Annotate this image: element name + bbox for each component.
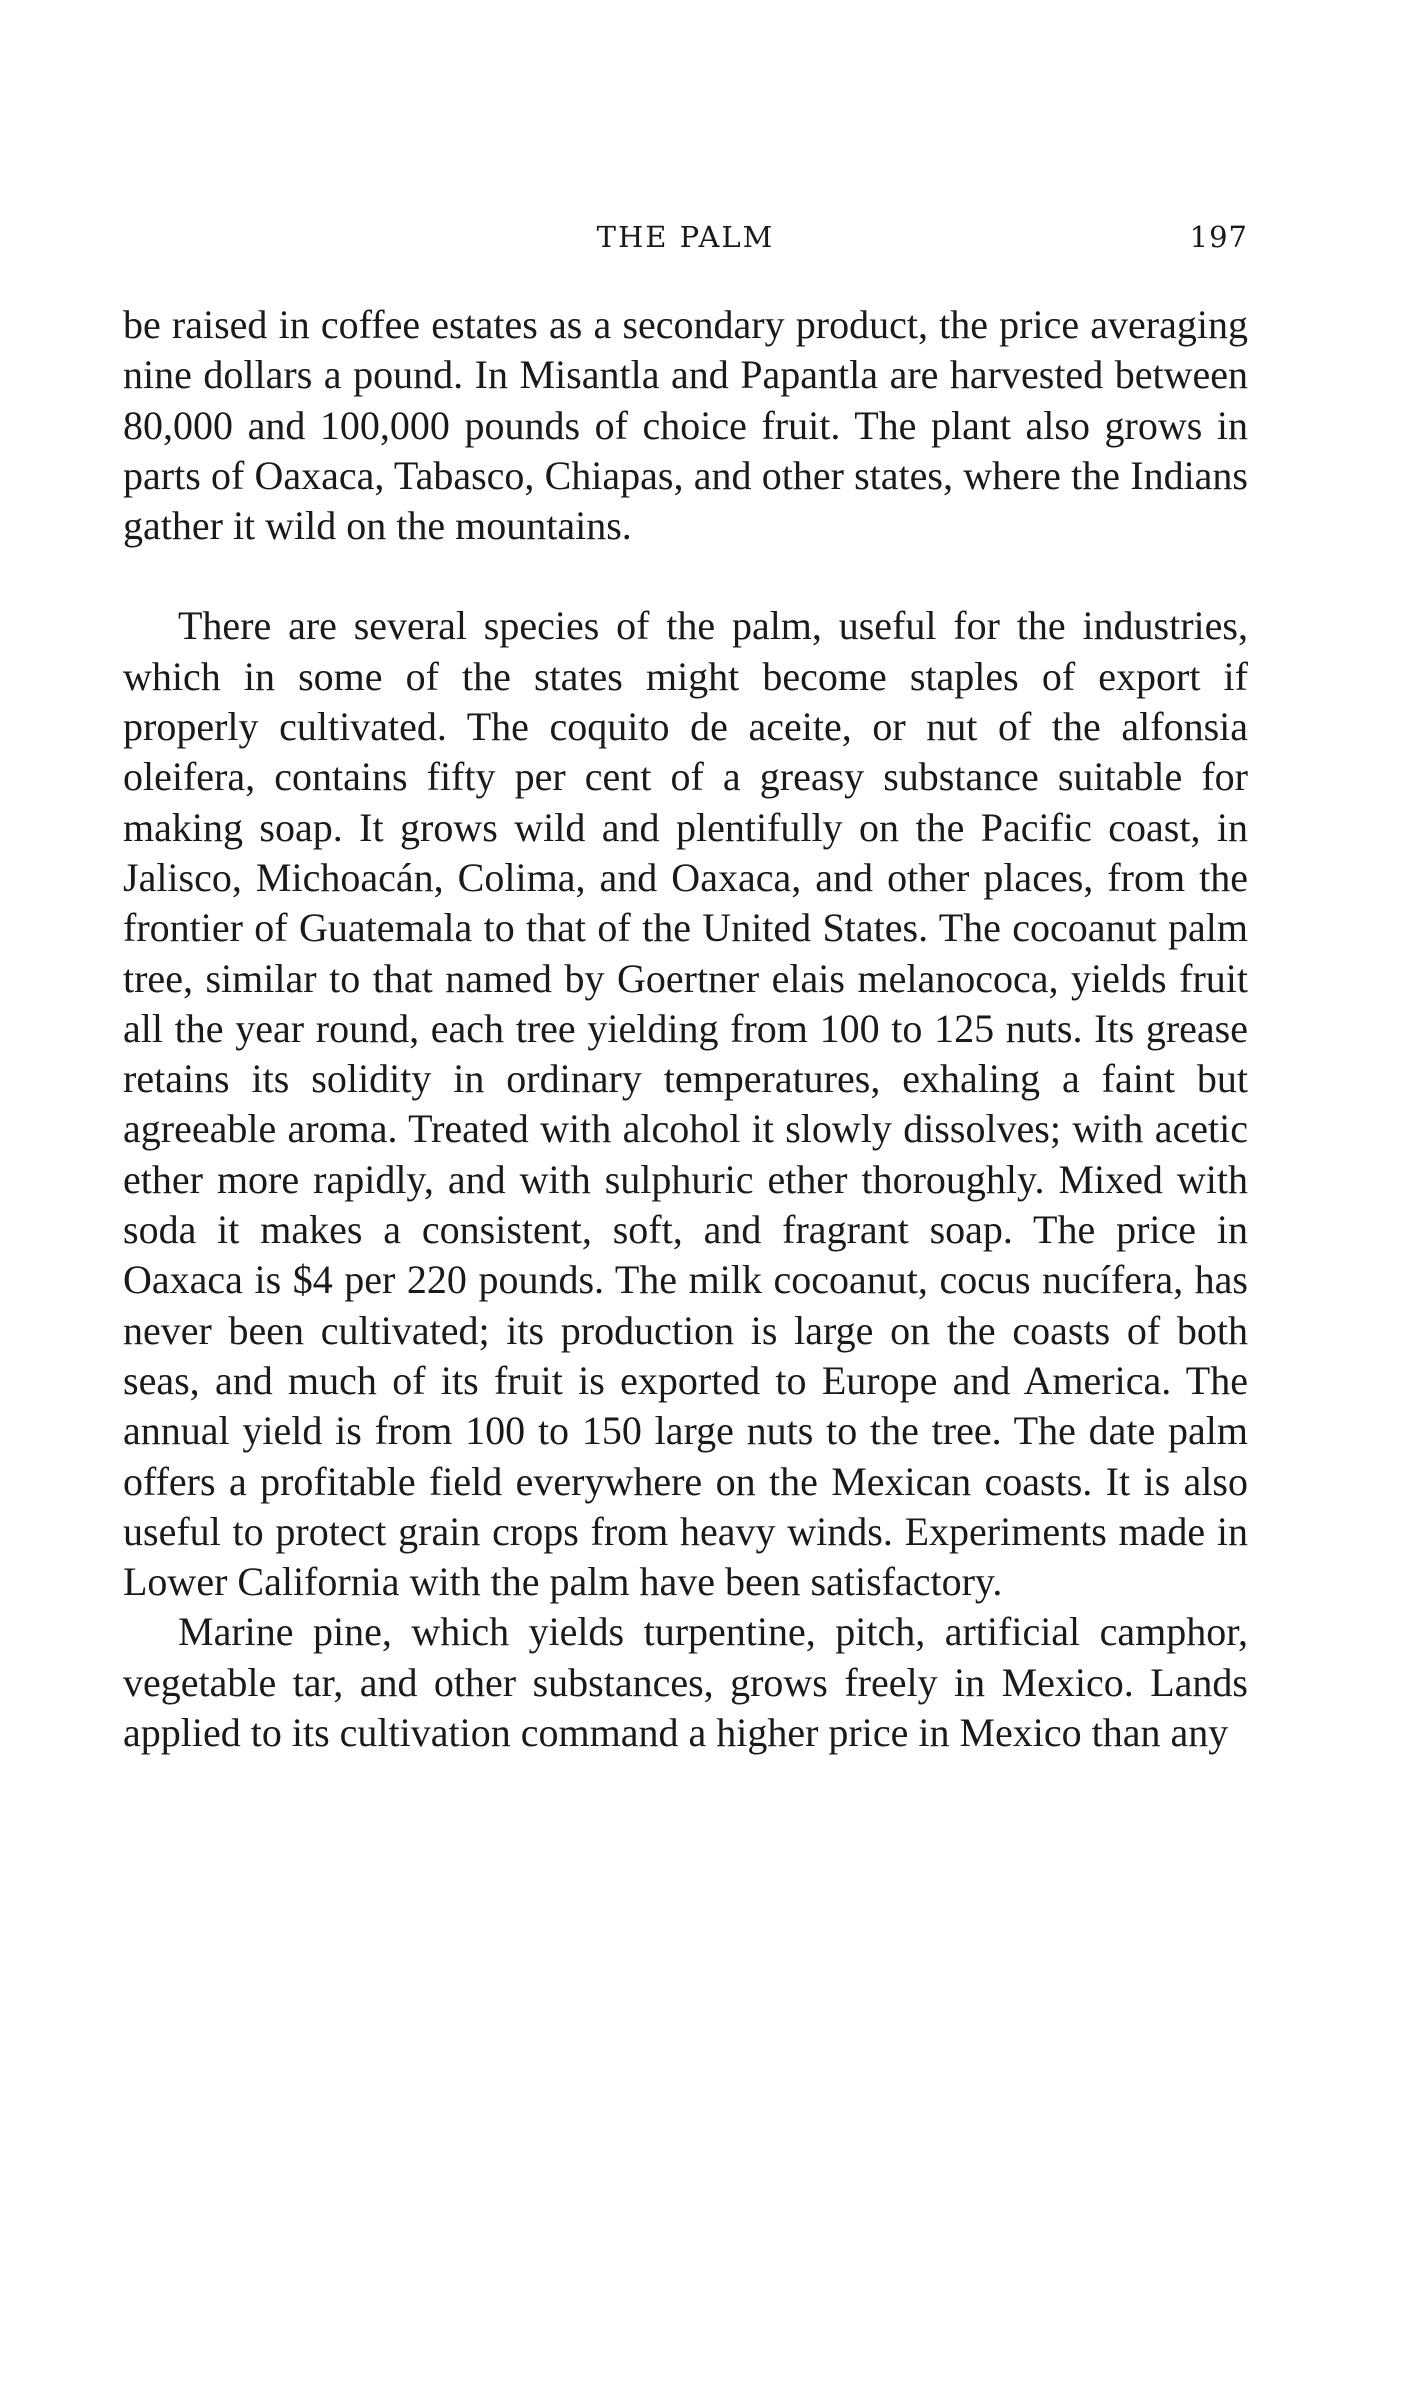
paragraph-palm-species: There are several species of the palm, useful for the industries, which in some of the states might become staples of export if properly cultivated. The coquito de aceite, or nut of the alfonsia oleifera, contains fifty per cent of a greasy substance suitable for making soap. It grows wild and plentifully on the Pacific coast, in Jalisco, Michoacán, Colima, and Oaxaca, and other places, from the frontier of Guatemala to that of the United States. The cocoanut palm tree, similar to that named by Goertner elais melanococa, yields fruit all the year round, each tree yielding from 100 to 125 nuts. Its grease retains its solidity in ordinary temperatures, exhaling a faint but agreeable aroma. Treated with alcohol it slowly dissolves; with acetic ether more rapidly, and with sulphuric ether thoroughly. Mixed with soda it makes a consistent, soft, and fragrant soap. The price in Oaxaca is $4 per 220 pounds. The milk cocoanut, cocus nucífera, has never been cultivated; its production is large on the coasts of both seas, and much of its fruit is exported to Europe and America. The annual yield is from 100 to 150 large nuts to the tree. The date palm offers a profitable field everywhere on the Mexican coasts. It is also useful to protect grain crops from heavy winds. Experiments made in Lower California with the palm have been satisfactory.: [123, 603, 1248, 1605]
paragraph-continuation: be raised in coffee estates as a secondary product, the price averaging nine dollars a pound. In Misantla and Papantla are harvested between 80,000 and 100,000 pounds of choice fruit. The plant also grows in parts of Oaxaca, Tabasco, Chiapas, and other states, where the Indians gather it wild on the mountains.: [123, 302, 1248, 549]
running-head: [123, 220, 1248, 260]
running-title: THE PALM: [596, 220, 775, 254]
page-number: 197: [1189, 220, 1248, 254]
body-text: [123, 300, 1248, 1758]
paragraph-marine-pine: Marine pine, which yields turpentine, pitch, artificial camphor, vegetable tar, and other substances, grows freely in Mexico. Lands applied to its cultivation command a higher price in Mexico than any: [123, 1609, 1248, 1756]
